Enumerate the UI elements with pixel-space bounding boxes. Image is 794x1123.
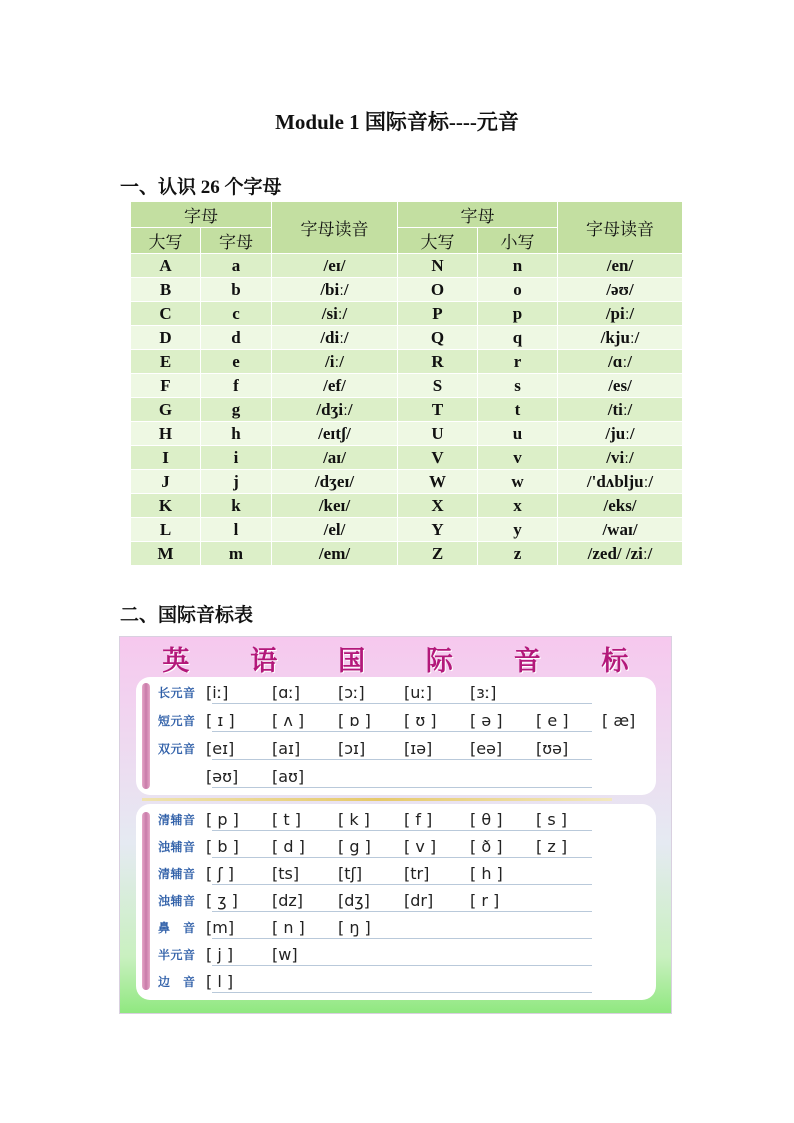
- pronunciation-cell: /eɪ/: [272, 254, 398, 278]
- lowercase-cell: j: [201, 470, 272, 494]
- ipa-row: [158, 860, 536, 886]
- uppercase-cell: S: [398, 374, 478, 398]
- lowercase-cell: l: [201, 518, 272, 542]
- ipa-symbol: [ r ]: [470, 890, 500, 910]
- consonant-bar: [142, 812, 150, 990]
- ipa-symbol: [ɑː]: [272, 682, 301, 702]
- uppercase-cell: V: [398, 446, 478, 470]
- pronunciation-cell: /dʒeɪ/: [272, 470, 398, 494]
- ipa-symbol: [dʒ]: [338, 890, 370, 910]
- ipa-symbol: [aɪ]: [272, 738, 301, 758]
- ipa-symbol: [ts]: [272, 863, 300, 883]
- ipa-title-char: 音: [513, 646, 541, 677]
- ipa-title-char: 语: [250, 646, 278, 677]
- ipa-symbol: [ z ]: [536, 836, 568, 856]
- ipa-symbol: [ɪə]: [404, 738, 433, 758]
- lowercase-cell: d: [201, 326, 272, 350]
- lowercase-cell: z: [478, 542, 558, 566]
- ipa-symbol: [ ɒ ]: [338, 710, 371, 730]
- ipa-symbol: [ ŋ ]: [338, 917, 371, 937]
- ipa-row-underline: [212, 857, 592, 858]
- pronunciation-cell: /em/: [272, 542, 398, 566]
- ipa-symbol: [aʊ]: [272, 766, 305, 786]
- ipa-symbol: [ ə ]: [470, 710, 503, 730]
- letter-row: [131, 254, 683, 278]
- uppercase-cell: R: [398, 350, 478, 374]
- lowercase-cell: n: [478, 254, 558, 278]
- uppercase-cell: Z: [398, 542, 478, 566]
- ipa-row: [158, 887, 536, 913]
- lowercase-cell: u: [478, 422, 558, 446]
- ipa-chart-title: [120, 639, 671, 675]
- pronunciation-cell: /piː/: [558, 302, 683, 326]
- letter-row: [131, 494, 683, 518]
- pronunciation-cell: /diː/: [272, 326, 398, 350]
- pronunciation-cell: /'dʌbljuː/: [558, 470, 683, 494]
- ipa-symbol: [ p ]: [206, 809, 239, 829]
- ipa-row-underline: [212, 703, 592, 704]
- lowercase-cell: r: [478, 350, 558, 374]
- pronunciation-cell: /tiː/: [558, 398, 683, 422]
- page-title: Module 1 国际音标----元音: [275, 110, 519, 134]
- ipa-row: [158, 763, 338, 789]
- ipa-symbol: [əʊ]: [206, 766, 239, 786]
- ipa-symbol: [ v ]: [404, 836, 437, 856]
- pronunciation-cell: /viː/: [558, 446, 683, 470]
- letter-row: [131, 278, 683, 302]
- ipa-row-underline: [212, 992, 592, 993]
- ipa-row-underline: [212, 731, 592, 732]
- ipa-row-label: 短元音: [158, 713, 196, 728]
- lowercase-cell: k: [201, 494, 272, 518]
- uppercase-cell: T: [398, 398, 478, 422]
- ipa-title-char: 英: [162, 646, 190, 677]
- ipa-symbol: [tʃ]: [338, 863, 363, 883]
- header-lower-right: 小写: [478, 228, 558, 254]
- uppercase-cell: B: [131, 278, 201, 302]
- lowercase-cell: c: [201, 302, 272, 326]
- ipa-row: [158, 679, 536, 705]
- ipa-symbol: [m]: [206, 917, 235, 937]
- ipa-symbol: [ ʊ ]: [404, 710, 437, 730]
- lowercase-cell: m: [201, 542, 272, 566]
- letter-row: [131, 350, 683, 374]
- pronunciation-cell: /ef/: [272, 374, 398, 398]
- pronunciation-cell: /siː/: [272, 302, 398, 326]
- ipa-symbol: [ j ]: [206, 944, 234, 964]
- ipa-row-underline: [212, 965, 592, 966]
- ipa-symbol: [ d ]: [272, 836, 305, 856]
- letter-row: [131, 302, 683, 326]
- pronunciation-cell: /eks/: [558, 494, 683, 518]
- ipa-symbol: [ k ]: [338, 809, 370, 829]
- ipa-title-char: 国: [338, 646, 366, 677]
- ipa-row-label: 半元音: [158, 947, 196, 962]
- section-heading-ipa: 二、国际音标表: [120, 605, 254, 626]
- letter-row: [131, 326, 683, 350]
- uppercase-cell: X: [398, 494, 478, 518]
- pronunciation-cell: /əʊ/: [558, 278, 683, 302]
- ipa-row-label: 双元音: [158, 741, 196, 756]
- pronunciation-cell: /zed/ /ziː/: [558, 542, 683, 566]
- uppercase-cell: K: [131, 494, 201, 518]
- ipa-symbol: [ɔɪ]: [338, 738, 366, 758]
- ipa-symbol: [ æ]: [602, 710, 636, 730]
- uppercase-cell: U: [398, 422, 478, 446]
- letter-row: [131, 542, 683, 566]
- pronunciation-cell: /waɪ/: [558, 518, 683, 542]
- consonant-panel: [136, 804, 656, 1000]
- lowercase-cell: s: [478, 374, 558, 398]
- ipa-symbol: [dr]: [404, 890, 434, 910]
- uppercase-cell: O: [398, 278, 478, 302]
- ipa-symbol: [eə]: [470, 738, 503, 758]
- uppercase-cell: F: [131, 374, 201, 398]
- lowercase-cell: v: [478, 446, 558, 470]
- alphabet-table: [130, 201, 683, 566]
- ipa-row-label: 清辅音: [158, 812, 196, 827]
- uppercase-cell: P: [398, 302, 478, 326]
- section-divider: [142, 798, 612, 801]
- ipa-chart: [119, 636, 672, 1014]
- ipa-row-label: 清辅音: [158, 866, 196, 881]
- header-letter-group-left: 字母: [131, 202, 272, 228]
- lowercase-cell: i: [201, 446, 272, 470]
- ipa-symbol: [iː]: [206, 682, 229, 702]
- lowercase-cell: a: [201, 254, 272, 278]
- uppercase-cell: H: [131, 422, 201, 446]
- pronunciation-cell: /keɪ/: [272, 494, 398, 518]
- vowel-bar: [142, 683, 150, 789]
- ipa-symbol: [ ɪ ]: [206, 710, 235, 730]
- section-heading-letters: 一、认识 26 个字母: [120, 177, 282, 198]
- ipa-symbol: [tr]: [404, 863, 430, 883]
- uppercase-cell: G: [131, 398, 201, 422]
- ipa-row-underline: [212, 787, 592, 788]
- ipa-row: [158, 941, 338, 967]
- ipa-title-char: 际: [425, 646, 453, 677]
- uppercase-cell: D: [131, 326, 201, 350]
- letter-row: [131, 446, 683, 470]
- header-upper-left: 大写: [131, 228, 201, 254]
- uppercase-cell: W: [398, 470, 478, 494]
- uppercase-cell: N: [398, 254, 478, 278]
- ipa-symbol: [ e ]: [536, 710, 569, 730]
- lowercase-cell: w: [478, 470, 558, 494]
- uppercase-cell: E: [131, 350, 201, 374]
- lowercase-cell: x: [478, 494, 558, 518]
- uppercase-cell: Q: [398, 326, 478, 350]
- uppercase-cell: A: [131, 254, 201, 278]
- ipa-symbol: [ɔː]: [338, 682, 365, 702]
- letter-row: [131, 374, 683, 398]
- letter-row: [131, 398, 683, 422]
- ipa-symbol: [ s ]: [536, 809, 567, 829]
- uppercase-cell: L: [131, 518, 201, 542]
- letter-row: [131, 422, 683, 446]
- lowercase-cell: b: [201, 278, 272, 302]
- ipa-symbol: [ɜː]: [470, 682, 497, 702]
- lowercase-cell: f: [201, 374, 272, 398]
- letter-row: [131, 470, 683, 494]
- ipa-row-underline: [212, 911, 592, 912]
- lowercase-cell: p: [478, 302, 558, 326]
- lowercase-cell: o: [478, 278, 558, 302]
- ipa-row-label: 鼻 音: [158, 920, 196, 935]
- pronunciation-cell: /kjuː/: [558, 326, 683, 350]
- ipa-row-underline: [212, 759, 592, 760]
- ipa-symbol: [ f ]: [404, 809, 433, 829]
- ipa-row: [158, 806, 602, 832]
- header-letter-group-right: 字母: [398, 202, 558, 228]
- letter-row: [131, 518, 683, 542]
- ipa-row: [158, 968, 272, 994]
- pronunciation-cell: /aɪ/: [272, 446, 398, 470]
- pronunciation-cell: /en/: [558, 254, 683, 278]
- pronunciation-cell: /el/: [272, 518, 398, 542]
- uppercase-cell: C: [131, 302, 201, 326]
- header-pron-left: 字母读音: [272, 202, 398, 254]
- ipa-symbol: [ l ]: [206, 971, 234, 991]
- pronunciation-cell: /dʒiː/: [272, 398, 398, 422]
- pronunciation-cell: /es/: [558, 374, 683, 398]
- header-pron-right: 字母读音: [558, 202, 683, 254]
- lowercase-cell: t: [478, 398, 558, 422]
- ipa-row-label: 边 音: [158, 974, 196, 989]
- ipa-symbol: [ ʌ ]: [272, 710, 305, 730]
- lowercase-cell: g: [201, 398, 272, 422]
- ipa-symbol: [ b ]: [206, 836, 239, 856]
- ipa-symbol: [ ʒ ]: [206, 890, 238, 910]
- ipa-symbol: [ ʃ ]: [206, 863, 235, 883]
- ipa-symbol: [ g ]: [338, 836, 371, 856]
- pronunciation-cell: /juː/: [558, 422, 683, 446]
- ipa-symbol: [ t ]: [272, 809, 301, 829]
- pronunciation-cell: /iː/: [272, 350, 398, 374]
- ipa-symbol: [ ð ]: [470, 836, 503, 856]
- uppercase-cell: M: [131, 542, 201, 566]
- ipa-title-char: 标: [601, 646, 629, 677]
- ipa-symbol: [ʊə]: [536, 738, 569, 758]
- pronunciation-cell: /eɪtʃ/: [272, 422, 398, 446]
- ipa-row-label: 浊辅音: [158, 839, 196, 854]
- ipa-row: [158, 914, 404, 940]
- ipa-row: [158, 707, 668, 733]
- uppercase-cell: Y: [398, 518, 478, 542]
- ipa-row: [158, 833, 602, 859]
- ipa-row-label: 浊辅音: [158, 893, 196, 908]
- header-lower-left: 字母: [201, 228, 272, 254]
- uppercase-cell: J: [131, 470, 201, 494]
- ipa-symbol: [ n ]: [272, 917, 305, 937]
- ipa-row-underline: [212, 830, 592, 831]
- ipa-symbol: [ θ ]: [470, 809, 503, 829]
- pronunciation-cell: /biː/: [272, 278, 398, 302]
- ipa-row: [158, 735, 602, 761]
- ipa-symbol: [uː]: [404, 682, 433, 702]
- ipa-row-underline: [212, 884, 592, 885]
- lowercase-cell: h: [201, 422, 272, 446]
- header-upper-right: 大写: [398, 228, 478, 254]
- ipa-row-underline: [212, 938, 592, 939]
- ipa-symbol: [eɪ]: [206, 738, 235, 758]
- uppercase-cell: I: [131, 446, 201, 470]
- ipa-row-label: 长元音: [158, 685, 196, 700]
- lowercase-cell: q: [478, 326, 558, 350]
- vowel-panel: [136, 677, 656, 795]
- ipa-symbol: [w]: [272, 944, 298, 964]
- ipa-symbol: [dz]: [272, 890, 304, 910]
- lowercase-cell: y: [478, 518, 558, 542]
- lowercase-cell: e: [201, 350, 272, 374]
- pronunciation-cell: /ɑː/: [558, 350, 683, 374]
- ipa-symbol: [ h ]: [470, 863, 503, 883]
